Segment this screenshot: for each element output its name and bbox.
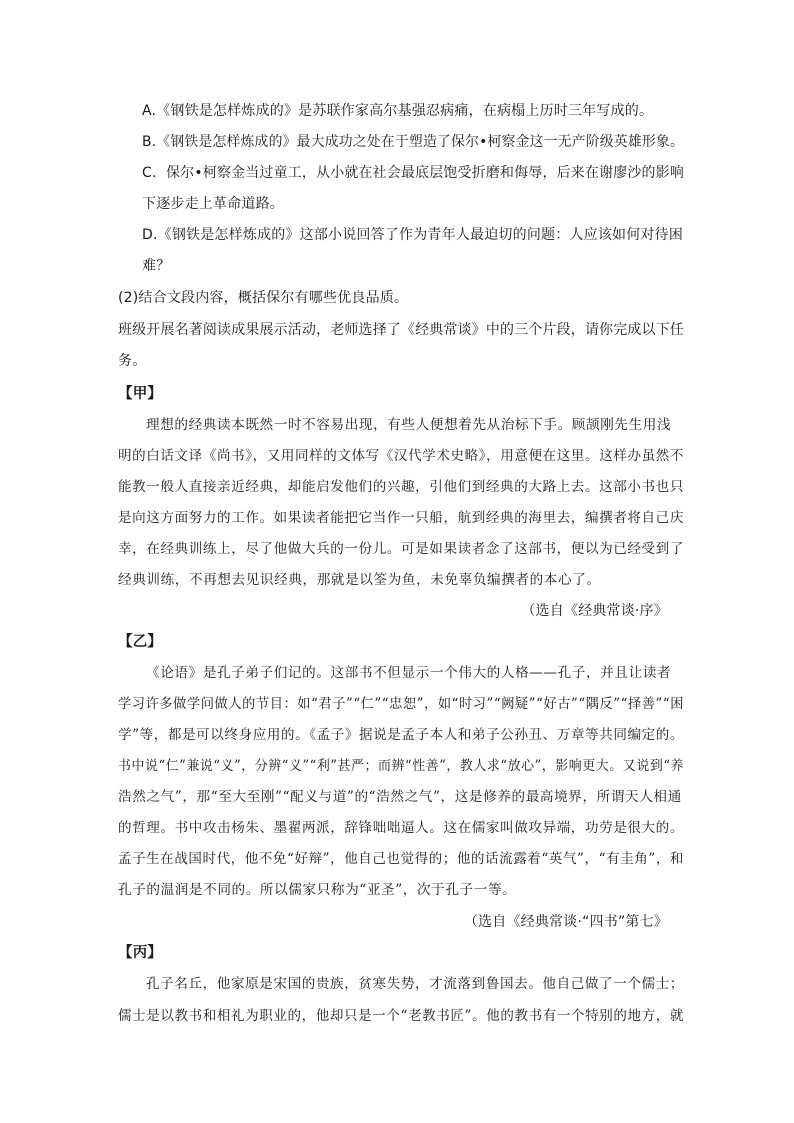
section-yi-heading: 【乙】 (118, 634, 163, 650)
option-c-line1: C．保尔•柯察金当过童工，从小就在社会最底层饱受折磨和侮辱，后来在谢廖沙的影响 (142, 165, 684, 181)
option-b: B.《钢铁是怎样炼成的》最大成功之处在于塑造了保尔•柯察金这一无产阶级英雄形象。 (142, 134, 685, 150)
section-bing-heading: 【丙】 (118, 945, 163, 961)
section-yi-line: 孔子的温润是不同的。所以儒家只称为“亚圣”，次于孔子一等。 (118, 882, 517, 898)
option-d-line1: D.《钢铁是怎样炼成的》这部小说回答了作为青年人最迫切的问题：人应该如何对待困 (142, 227, 684, 243)
section-jia-line: 是向这方面努力的工作。如果读者能把它当作一只船，航到经典的海里去，编撰者将自己庆 (118, 510, 684, 526)
section-bing-line: 孔子名丘，他家原是宋国的贵族，贫寒失势，才流落到鲁国去。他自己做了一个儒士； (146, 976, 685, 992)
section-jia-line: 能教一般人直接亲近经典，却能启发他们的兴趣，引他们到经典的大路上去。这部小书也只 (118, 479, 684, 495)
section-jia-source: （选自《经典常谈·序》 (521, 603, 668, 619)
task-intro-line1: 班级开展名著阅读成果展示活动，老师选择了《经典常谈》中的三个片段，请你完成以下任 (118, 322, 685, 338)
option-a: A.《钢铁是怎样炼成的》是苏联作家高尔基强忍病痛，在病榻上历时三年写成的。 (142, 103, 654, 119)
section-jia-line: 明的白话文译《尚书》，又用同样的文体写《汉代学术史略》，用意便在这里。这样办虽然不 (118, 448, 685, 464)
section-jia-line: 幸，在经典训练上，尽了他做大兵的一份儿。可是如果读者念了这部书，便以为已经受到了 (118, 541, 684, 557)
section-bing-line: 儒士是以教书和相礼为职业的，他却只是一个“老教书匠”。他的教书有一个特别的地方，就 (118, 1008, 684, 1024)
section-yi-line: 浩然之气”，那“至大至刚”“配义与道”的“浩然之气”，这是修养的最高境界，所谓天人相通 (118, 789, 682, 805)
section-yi-source: （选自《经典常谈·“四书”第七》 (463, 914, 668, 930)
section-yi-line: 孟子生在战国时代，他不免“好辩”，他自己也觉得的；他的话流露着“英气”，“有圭角”，和 (118, 851, 685, 867)
section-yi-line: 的哲理。书中攻击杨朱、墨翟两派，辞锋咄咄逼人。这在儒家叫做攻异端，功劳是很大的。 (118, 820, 684, 836)
section-jia-line: 经典训练，不再想去见识经典，那就是以筌为鱼，未免辜负编撰者的本心了。 (118, 572, 601, 588)
task-intro-line2: 务。 (118, 353, 147, 369)
section-jia-heading: 【甲】 (118, 386, 163, 402)
section-yi-line: 《论语》是孔子弟子们记的。这部书不但显示一个伟大的人格——孔子，并且让读者 (146, 665, 672, 681)
section-yi-line: 书中说“仁”兼说“义”，分辨“义”“利”甚严；而辨“性善”，教人求“放心”，影响更大。又说到“养 (118, 758, 685, 774)
question-2: (2)结合文段内容，概括保尔有哪些优良品质。 (118, 290, 409, 306)
option-d-line2: 难？ (142, 258, 171, 274)
option-c-line2: 下逐步走上革命道路。 (142, 196, 284, 212)
section-yi-line: 学”等，都是可以终身应用的。《孟子》据说是孟子本人和弟子公孙丑、万章等共同编定的。 (118, 727, 684, 743)
section-jia-line: 理想的经典读本既然一时不容易出现，有些人便想着先从治标下手。顾颉刚先生用浅 (146, 417, 672, 433)
section-yi-line: 学习许多做学问做人的节目：如“君子”“仁”“忠恕”，如“时习”“阙疑”“好古”“隅反”“择善”“困 (118, 696, 685, 712)
